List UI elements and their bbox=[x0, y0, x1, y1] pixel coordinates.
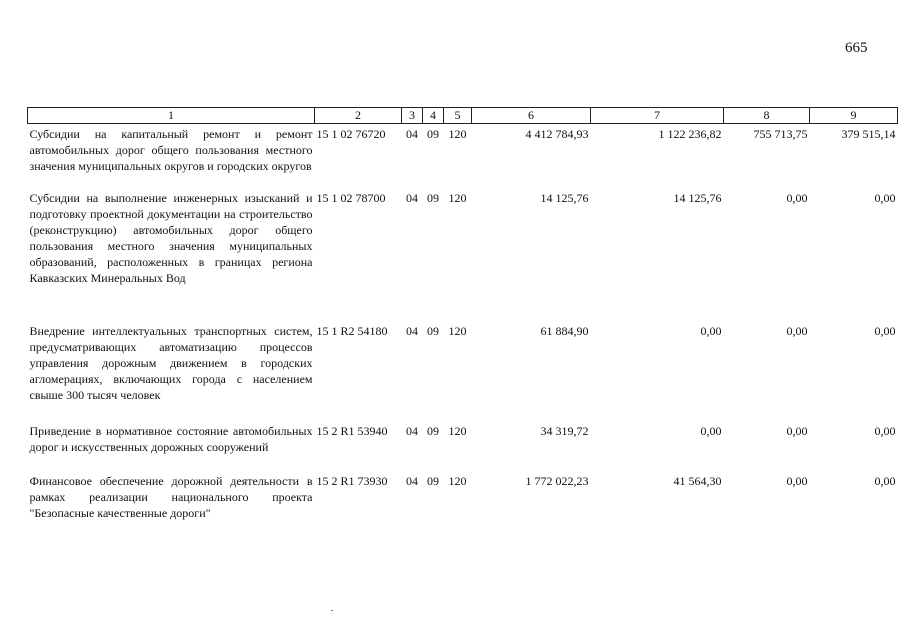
column-number-header-row bbox=[28, 108, 898, 124]
row-amount-col7: 0,00 bbox=[700, 424, 722, 438]
table-row bbox=[28, 188, 898, 321]
row-amount-total: 34 319,72 bbox=[540, 424, 589, 438]
row-code: 15 2 R1 73930 bbox=[316, 474, 388, 488]
row-name: Приведение в нормативное состояние автомобильных дорог и искусственных дорожных сооружений bbox=[29, 424, 313, 454]
row-amount-col7: 1 122 236,82 bbox=[658, 127, 722, 141]
column-header-3: 3 bbox=[402, 108, 423, 124]
table-row bbox=[28, 321, 898, 421]
row-amount-col8: 0,00 bbox=[786, 191, 808, 205]
column-header-6: 6 bbox=[472, 108, 591, 124]
row-expense-type: 120 bbox=[448, 474, 467, 488]
row-name: Субсидии на капитальный ремонт и ремонт автомобильных дорог общего пользования местного значения муниципальных округов и городских округов bbox=[29, 127, 313, 173]
column-header-7: 7 bbox=[591, 108, 724, 124]
row-amount-col8: 0,00 bbox=[786, 424, 808, 438]
row-code: 15 1 02 76720 bbox=[316, 127, 386, 141]
table-row bbox=[28, 421, 898, 471]
row-subsection: 09 bbox=[427, 424, 439, 438]
column-header-8: 8 bbox=[724, 108, 810, 124]
row-amount-col7: 0,00 bbox=[700, 324, 722, 338]
row-amount-col8: 0,00 bbox=[786, 324, 808, 338]
column-header-5: 5 bbox=[444, 108, 472, 124]
row-name: Субсидии на выполнение инженерных изысканий и подготовку проектной документации на строительство (реконструкцию) автомобильных дорог общего пользования местного значения муниципальных образований, расположенных в границах региона Кавказских Минеральных Вод bbox=[29, 191, 313, 285]
row-section: 04 bbox=[406, 474, 418, 488]
row-amount-total: 61 884,90 bbox=[540, 324, 589, 338]
row-amount-col9: 0,00 bbox=[874, 324, 896, 338]
row-section: 04 bbox=[406, 324, 418, 338]
page-number: 665 bbox=[845, 40, 868, 56]
row-amount-col8: 0,00 bbox=[786, 474, 808, 488]
column-header-1: 1 bbox=[28, 108, 315, 124]
row-amount-col9: 0,00 bbox=[874, 474, 896, 488]
row-amount-total: 4 412 784,93 bbox=[525, 127, 589, 141]
row-amount-col8: 755 713,75 bbox=[753, 127, 808, 141]
column-header-9: 9 bbox=[810, 108, 898, 124]
row-section: 04 bbox=[406, 127, 418, 141]
row-expense-type: 120 bbox=[448, 127, 467, 141]
row-name: Финансовое обеспечение дорожной деятельности в рамках реализации национального проекта "Безопасные качественные дороги" bbox=[29, 474, 313, 520]
column-header-2: 2 bbox=[315, 108, 402, 124]
row-amount-total: 1 772 022,23 bbox=[525, 474, 589, 488]
row-code: 15 1 02 78700 bbox=[316, 191, 386, 205]
row-amount-col9: 0,00 bbox=[874, 191, 896, 205]
row-expense-type: 120 bbox=[448, 424, 467, 438]
row-amount-col9: 0,00 bbox=[874, 424, 896, 438]
row-expense-type: 120 bbox=[448, 191, 467, 205]
column-header-4: 4 bbox=[423, 108, 444, 124]
row-name: Внедрение интеллектуальных транспортных систем, предусматривающих автоматизацию процессов управления дорожным движением в городских агломерациях, включающих города с населением свыше 300 тысяч человек bbox=[29, 324, 313, 402]
row-subsection: 09 bbox=[427, 474, 439, 488]
row-subsection: 09 bbox=[427, 127, 439, 141]
row-section: 04 bbox=[406, 191, 418, 205]
row-amount-col7: 14 125,76 bbox=[673, 191, 722, 205]
row-amount-col7: 41 564,30 bbox=[673, 474, 722, 488]
row-amount-col9: 379 515,14 bbox=[841, 127, 896, 141]
row-amount-total: 14 125,76 bbox=[540, 191, 589, 205]
row-expense-type: 120 bbox=[448, 324, 467, 338]
row-code: 15 2 R1 53940 bbox=[316, 424, 388, 438]
table-row bbox=[28, 124, 898, 189]
row-subsection: 09 bbox=[427, 324, 439, 338]
row-subsection: 09 bbox=[427, 191, 439, 205]
budget-table bbox=[27, 107, 898, 521]
table-row bbox=[28, 471, 898, 521]
row-code: 15 1 R2 54180 bbox=[316, 324, 388, 338]
row-section: 04 bbox=[406, 424, 418, 438]
scan-artifact bbox=[331, 610, 333, 611]
